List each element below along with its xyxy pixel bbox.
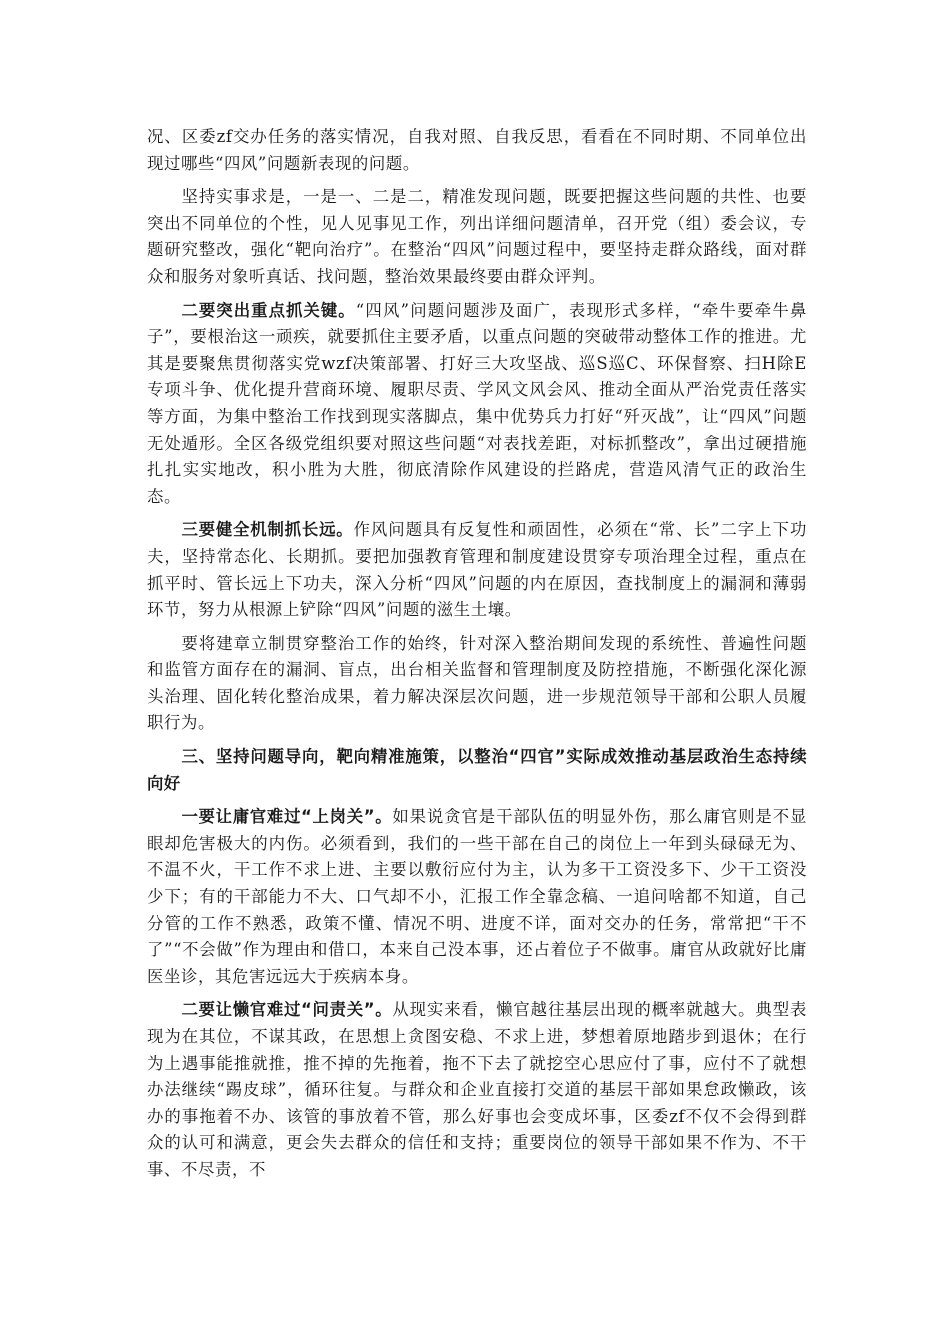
paragraph-2 (147, 184, 807, 290)
paragraph-7 (147, 997, 807, 1183)
paragraph-4 (147, 517, 807, 623)
paragraph-7-text: 从现实来看，懒官越往基层出现的概率就越大。典型表现为在其位，不谋其政，在思想上贪图安稳、不求上进，梦想着原地踏步到退休；在行为上遇事能推就推，推不掉的先拖着，拖不下去了就挖空心思应付了事，应付不了就想办法继续“踢皮球”，循环往复。与群众和企业直接打交道的基层干部如果怠政懒政，该办的事拖着不办、该管的事放着不管，那么好事也会变成坏事，区委zf不仅不会得到群众的认可和满意，更会失去群众的信任和支持；重要岗位的领导干部如果不作为、不干事、不尽责，不 (147, 1000, 807, 1179)
section-heading: 三、坚持问题导向，靶向精准施策，以整治“四官”实际成效推动基层政治生态持续向好 (147, 747, 807, 793)
paragraph-5 (147, 631, 807, 737)
paragraph-3-text: “四风”问题问题涉及面广，表现形式多样，“牵牛要牵牛鼻子”，要根治这一顽疾，就要抓住主要矛盾，以重点问题的突破带动整体工作的推进。尤其是要聚焦贯彻落实党wzf决策部署、打好三大攻坚战、巡S巡C、环保督察、扫H除E专项斗争、优化提升营商环境、履职尽责、学风文风会风、推动全面从严治党责任落实等方面，为集中整治工作找到现实落脚点，集中优势兵力打好“歼灭战”，让“四风”问题无处遁形。全区各级党组织要对照这些问题“对表找差距，对标抓整改”，拿出过硬措施扎扎实实地改，积小胜为大胜，彻底清除作风建设的拦路虎，营造风清气正的政治生态。 (147, 300, 807, 506)
paragraph-3-lead: 二要突出重点抓关键。 (181, 300, 356, 320)
paragraph-1-text: 况、区委zf交办任务的落实情况，自我对照、自我反思，看看在不同时期、不同单位出现过哪些“四风”问题新表现的问题。 (147, 127, 807, 173)
paragraph-4-text: 作风问题具有反复性和顽固性，必须在“常、长”二字上下功夫，坚持常态化、长期抓。要把加强教育管理和制度建设贯穿专项治理全过程，重点在抓平时、管长远上下功夫，深入分析“四风”问题的内在原因，查找制度上的漏洞和薄弱环节，努力从根源上铲除“四风”问题的滋生土壤。 (147, 520, 807, 620)
paragraph-6-lead: 一要让庸官难过“上岗关”。 (181, 807, 393, 827)
paragraph-3 (147, 298, 807, 511)
document-page (147, 124, 807, 1191)
paragraph-6 (147, 804, 807, 990)
paragraph-7-lead: 二要让懒官难过“问责关”。 (181, 1000, 393, 1020)
paragraph-2-text: 坚持实事求是，一是一、二是二，精准发现问题，既要把握这些问题的共性、也要突出不同单位的个性，见人见事见工作，列出详细问题清单，召开党（组）委会议，专题研究整改，强化“靶向治疗”。在整治“四风”问题过程中，要坚持走群众路线，面对群众和服务对象听真话、找问题，整治效果最终要由群众评判。 (147, 187, 807, 286)
paragraph-5-text: 要将建章立制贯穿整治工作的始终，针对深入整治期间发现的系统性、普遍性问题和监管方面存在的漏洞、盲点，出台相关监督和管理制度及防控措施，不断强化深化源头治理、固化转化整治成果，着力解决深层次问题，进一步规范领导干部和公职人员履职行为。 (147, 633, 807, 733)
paragraph-4-lead: 三要健全机制抓长远。 (181, 520, 354, 540)
paragraph-1 (147, 124, 807, 177)
paragraph-6-text: 如果说贪官是干部队伍的明显外伤，那么庸官则是不显眼却危害极大的内伤。必须看到，我们的一些干部在自己的岗位上一年到头碌碌无为、不温不火，干工作不求上进、主要以敷衍应付为主，认为多干工资没多下、少干工资没少下；有的干部能力不大、口气却不小，汇报工作全靠念稿、一追问啥都不知道，自己分管的工作不熟悉，政策不懂、情况不明、进度不详，面对交办的任务，常常把“干不了”“不会做”作为理由和借口，本来自己没本事，还占着位子不做事。庸官从政就好比庸医坐诊，其危害远远大于疾病本身。 (147, 807, 807, 986)
